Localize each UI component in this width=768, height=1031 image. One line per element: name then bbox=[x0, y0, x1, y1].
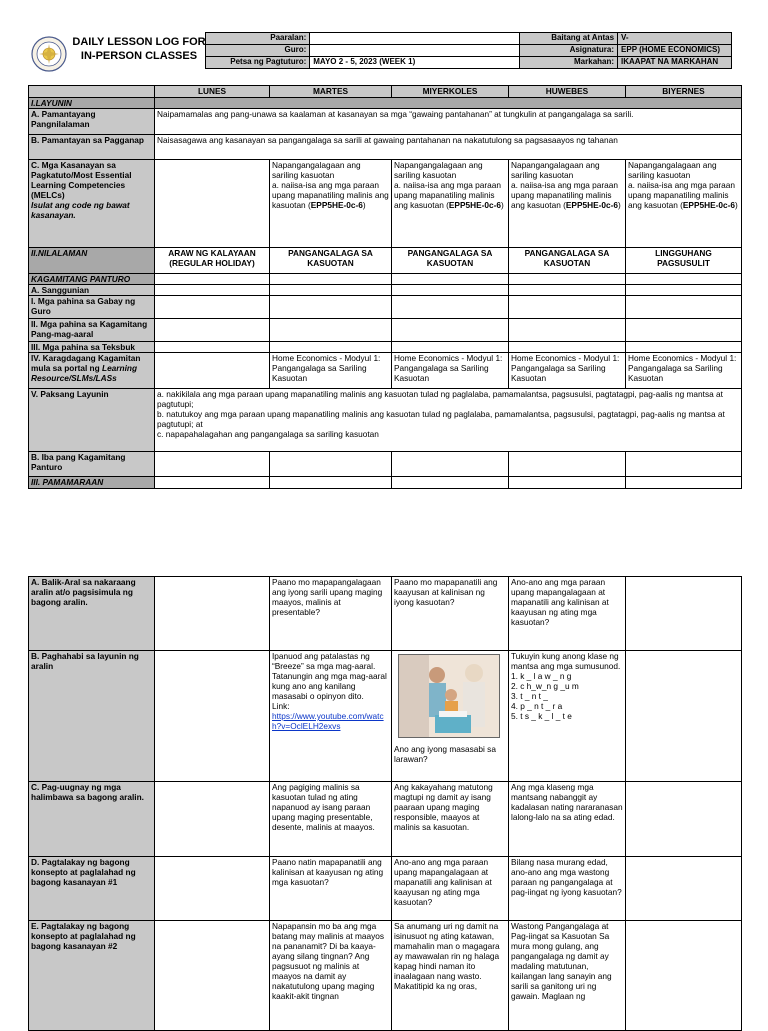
nilalaman-huwebes: PANGANGALAGA SA KASUOTAN bbox=[509, 248, 626, 274]
paghahabi-huwebes: Tukuyin kung anong klase ng mantsa ang mga sumusunod. 1. k _ l a w _ n g 2. c h_w_n g _u m 3. t _ n t _ 4. p _ n t _ r a 5. t s _ k _ l _ t e bbox=[509, 651, 626, 782]
paksang-layunin-text: a. nakikilala ang mga paraan upang mapanatiling malinis ang kasuotan tulad ng paglalaba, pamamalantsa, pagsusulsi, pagtatagpi, pag-aalis ng mantsa at pagtutupi; b. natutukoy ang mga paraan upang mapanatiling malinis ang kasuotan tulad ng paglalaba, pamamalantsa, pagsusulsi, pagtatagpi, pag-aalis ng mantsa at pagtutupi; at c. napapahalagahan ang pangangalaga sa sariling kasuotan bbox=[155, 389, 742, 452]
pagtalakay-2-martes: Napapansin mo ba ang mga batang may malinis at maayos na pananamit? Di ba kaaya-ayang silang tingnan? Ang pagsusuot ng malinis at maayos na damit ay nakatutulong upang maging kaakit-akit tingnan bbox=[270, 921, 392, 1031]
melc-martes: Napangangalagaan ang sariling kasuotan a. naiisa-isa ang mga paraan upang mapanatiling malinis ang kasuotan (EPP5HE-0c-6) bbox=[270, 160, 392, 248]
day-header-lunes: LUNES bbox=[155, 86, 270, 98]
paghahabi-miyerkoles: Ano ang iyong masasabi sa larawan? bbox=[392, 651, 509, 782]
melc-huwebes: Napangangalagaan ang sariling kasuotan a. naiisa-isa ang mga paraan upang mapanatiling malinis ang kasuotan (EPP5HE-0c-6) bbox=[509, 160, 626, 248]
balik-aral-martes: Paano mo mapapangalagaan ang iyong sarili upang maging maayos, malinis at presentable? bbox=[270, 577, 392, 651]
pagtalakay-1-huwebes: Bilang nasa murang edad, ano-ano ang mga wastong paraan ng pangangalaga at pag-iingat ng iyong kasuotan? bbox=[509, 857, 626, 921]
day-header-miyerkoles: MIYERKOLES bbox=[392, 86, 509, 98]
row-label-teksbuk: III. Mga pahina sa Teksbuk bbox=[29, 342, 155, 353]
karagdagang-huwebes: Home Economics - Modyul 1: Pangangalaga sa Sariling Kasuotan bbox=[509, 353, 626, 389]
row-label-iba-pang-kagamitan: B. Iba pang Kagamitang Panturo bbox=[29, 452, 155, 477]
pamantayan-sa-pagganap-text: Naisasagawa ang kasanayan sa pangangalaga sa sarili at gawaing pantahanan na nakatutulong sa pagsasaayos ng tahanan bbox=[155, 135, 742, 160]
pagtalakay-1-martes: Paano natin mapapanatili ang kalinisan at kaayusan ng ating mga kasuotan? bbox=[270, 857, 392, 921]
section-nilalaman: II.NILALAMAN bbox=[29, 248, 155, 274]
row-label-pamantayan-sa-pagganap: B. Pamantayan sa Pagganap bbox=[29, 135, 155, 160]
row-label-sanggunian: A. Sanggunian bbox=[29, 285, 155, 296]
petsa-value: MAYO 2 - 5, 2023 (WEEK 1) bbox=[310, 57, 520, 69]
row-label-paksang-layunin: V. Paksang Layunin bbox=[29, 389, 155, 452]
guro-label: Guro: bbox=[206, 45, 310, 57]
markahan-value: IKAAPAT NA MARKAHAN bbox=[618, 57, 732, 69]
pagtalakay-2-huwebes: Wastong Pangangalaga at Pag-iingat sa Kasuotan Sa mura mong gulang, ang pangangalaga ng damit ay madaling matutunan, kailangan lang sanayin ang sarili sa ganitong uri ng gawain. Maglaan ng bbox=[509, 921, 626, 1031]
section-kagamitan: KAGAMITANG PANTURO bbox=[29, 274, 155, 285]
pagtalakay-2-miyerkoles: Sa anumang uri ng damit na isinusuot ng ating katawan, mamahalin man o magagara ay mawawalan rin ng halaga kapag hindi naman ito inaalagaan nang wasto. Makatitipid ka ng oras, bbox=[392, 921, 509, 1031]
row-label-pang-mag-aaral: II. Mga pahina sa Kagamitang Pang-mag-aaral bbox=[29, 319, 155, 342]
pamamaraan-table bbox=[28, 576, 742, 1031]
row-label-pamantayang-pangnilalaman: A. Pamantayang Pangnilalaman bbox=[29, 109, 155, 135]
melc-miyerkoles: Napangangalagaan ang sariling kasuotan a. naiisa-isa ang mga paraan upang mapanatiling malinis ang kasuotan (EPP5HE-0c-6) bbox=[392, 160, 509, 248]
markahan-label: Markahan: bbox=[520, 57, 618, 69]
paghahabi-martes: Ipanuod ang patalastas ng “Breeze” sa mga mag-aaral. Tatanungin ang mga mag-aaral kung ano ang kanilang masasabi o opinyon dito. Link: https://www.youtube.com/watch?v=OclELH2exvs bbox=[270, 651, 392, 782]
nilalaman-martes: PANGANGALAGA SA KASUOTAN bbox=[270, 248, 392, 274]
karagdagang-miyerkoles: Home Economics - Modyul 1: Pangangalaga sa Sariling Kasuotan bbox=[392, 353, 509, 389]
pag-uugnay-martes: Ang pagiging malinis sa kasuotan tulad ng ating napanuod ay isang paraan upang maging presentable, desente, malinis at maayos. bbox=[270, 782, 392, 857]
paaralan-label: Paaralan: bbox=[206, 33, 310, 45]
karagdagang-martes: Home Economics - Modyul 1: Pangangalaga sa Sariling Kasuotan bbox=[270, 353, 392, 389]
pamantayang-pangnilalaman-text: Naipamamalas ang pang-unawa sa kaalaman at kasanayan sa mga “gawaing pantahanan” at tungkulin at pangangalaga sa sarili. bbox=[155, 109, 742, 135]
family-laundry-photo bbox=[398, 654, 500, 738]
baitang-label: Baitang at Antas bbox=[520, 33, 618, 45]
section-pamamaraan: III. PAMAMARAAN bbox=[29, 477, 155, 489]
paaralan-value bbox=[310, 33, 520, 45]
balik-aral-miyerkoles: Paano mo mapapanatili ang kaayusan at kalinisan ng iyong kasuotan? bbox=[392, 577, 509, 651]
header-info-table bbox=[28, 32, 732, 69]
guro-value bbox=[310, 45, 520, 57]
row-label-balik-aral: A. Balik-Aral sa nakaraang aralin at/o pagsisimula ng bagong aralin. bbox=[29, 577, 155, 651]
nilalaman-biyernes: LINGGUHANG PAGSUSULIT bbox=[626, 248, 742, 274]
section-layunin: I.LAYUNIN bbox=[29, 98, 155, 109]
page-title: DAILY LESSON LOG FOR IN-PERSON CLASSES bbox=[72, 36, 206, 62]
petsa-label: Petsa ng Pagtuturo: bbox=[206, 57, 310, 69]
row-label-pagtalakay-2: E. Pagtalakay ng bagong konsepto at paglalahad ng bagong kasanayan #2 bbox=[29, 921, 155, 1031]
youtube-link[interactable]: https://www.youtube.com/watch?v=OclELH2exvs bbox=[272, 711, 384, 731]
lesson-log-table bbox=[28, 85, 742, 489]
day-header-huwebes: HUWEBES bbox=[509, 86, 626, 98]
pag-uugnay-miyerkoles: Ang kakayahang matutong magtupi ng damit ay isang paaraan upang maging responsible, maayos at malinis sa kasuotan. bbox=[392, 782, 509, 857]
asignatura-value: EPP (HOME ECONOMICS) bbox=[618, 45, 732, 57]
pag-uugnay-huwebes: Ang mga klaseng mga mantsang nabanggit ay kadalasan nating nararanasan lalong-lalo na sa ating edad. bbox=[509, 782, 626, 857]
nilalaman-miyerkoles: PANGANGALAGA SA KASUOTAN bbox=[392, 248, 509, 274]
row-label-melcs: C. Mga Kasanayan sa Pagkatuto/Most Essential Learning Competencies (MELCs) Isulat ang code ng bawat kasanayan. bbox=[29, 160, 155, 248]
row-label-pagtalakay-1: D. Pagtalakay ng bagong konsepto at paglalahad ng bagong kasanayan #1 bbox=[29, 857, 155, 921]
nilalaman-lunes: ARAW NG KALAYAAN (REGULAR HOLIDAY) bbox=[155, 248, 270, 274]
day-header-biyernes: BIYERNES bbox=[626, 86, 742, 98]
row-label-pag-uugnay: C. Pag-uugnay ng mga halimbawa sa bagong aralin. bbox=[29, 782, 155, 857]
pagtalakay-1-miyerkoles: Ano-ano ang mga paraan upang mapangalagaan at mapanatili ang kalinisan at kaayusan ng ating mga kasuotan? bbox=[392, 857, 509, 921]
row-label-gabay: I. Mga pahina sa Gabay ng Guro bbox=[29, 296, 155, 319]
melc-biyernes: Napangangalagaan ang sariling kasuotan a. naiisa-isa ang mga paraan upang mapanatiling malinis ang kasuotan (EPP5HE-0c-6) bbox=[626, 160, 742, 248]
day-header-martes: MARTES bbox=[270, 86, 392, 98]
row-label-paghahabi: B. Paghahabi sa layunin ng aralin bbox=[29, 651, 155, 782]
karagdagang-biyernes: Home Economics - Modyul 1: Pangangalaga sa Sariling Kasuotan bbox=[626, 353, 742, 389]
asignatura-label: Asignatura: bbox=[520, 45, 618, 57]
balik-aral-huwebes: Ano-ano ang mga paraan upang mapangalagaan at mapanatili ang kalinisan at kaayusan ng ating mga kasuotan? bbox=[509, 577, 626, 651]
row-label-karagdagang: IV. Karagdagang Kagamitan mula sa portal ng Learning Resource/SLMs/LASs bbox=[29, 353, 155, 389]
baitang-value: V- bbox=[618, 33, 732, 45]
